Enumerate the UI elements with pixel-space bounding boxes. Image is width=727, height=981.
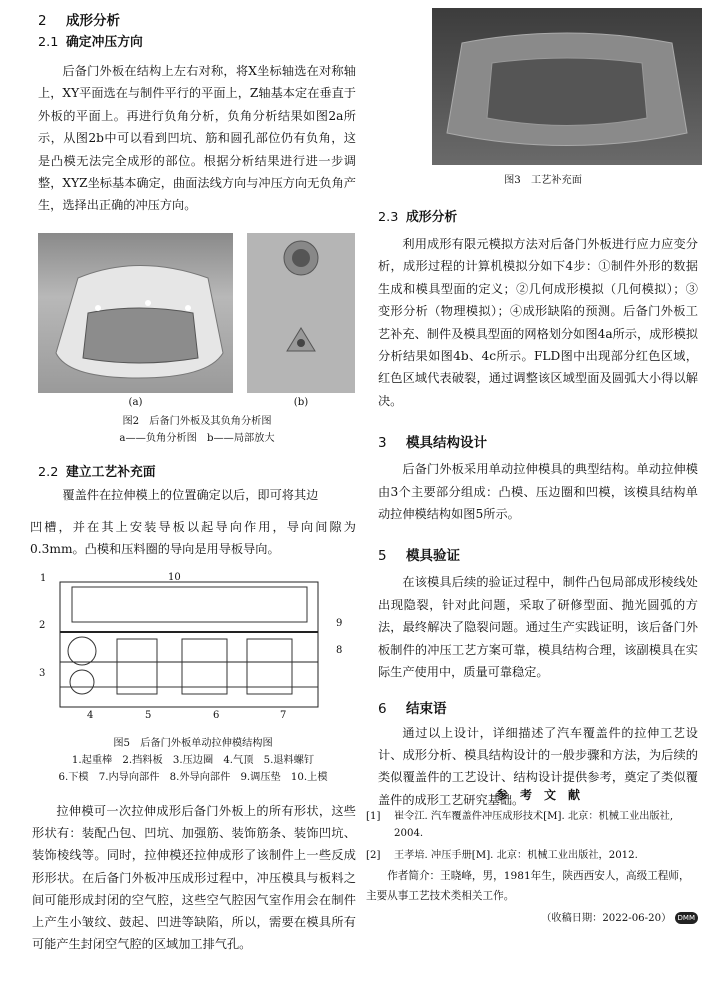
figure-2-subcaption: a——负角分析图 b——局部放大 [119,433,275,444]
subsection-heading: 2.2 建立工艺补充面 [38,465,156,480]
callout-9: 9 [336,618,343,629]
paragraph: 后备门外板采用单动拉伸模具的典型结构。单动拉伸模由3个主要部分组成：凸模、压边圈和凹模，该模具结构单动拉伸模结构如图5所示。 [378,462,698,522]
figure-5-caption: 图5 后备门外板单动拉伸模结构图 [113,738,273,749]
paragraph: 通过以上设计，详细描述了汽车覆盖件的拉伸工艺设计、成形分析、模具结构设计的一般步骤和方法，为后续的类似覆盖件的工艺设计、结构设计提供参考，奠定了类似覆盖件的成形工艺研究基础。 [378,725,698,807]
left-column-continued [30,516,356,561]
callout-7: 7 [280,710,287,721]
paragraph: 覆盖件在拉伸模上的位置确定以后，即可将其边 [62,488,319,502]
reference-1-text: 崔令江. 汽车覆盖件冲压成形技术[M]. 北京：机械工业出版社, 2004. [394,811,674,839]
callout-1: 1 [40,573,47,584]
callout-3: 3 [39,668,46,679]
callout-5: 5 [145,710,152,721]
callout-4: 4 [87,710,94,721]
callout-2: 2 [39,620,46,631]
subsection-heading: 2.1 确定冲压方向 [38,35,143,50]
figure-3-image [432,8,702,165]
left-column-bottom [32,800,356,955]
paragraph: 拉伸模可一次拉伸成形后备门外板上的所有形状，这些形状有：装配凸包、凹坑、加强筋、装饰筋条、装饰凹坑、装饰棱线等。同时，拉伸模还拉伸成形了该制件上一些反成形形状。在后备门外板冲压成形过程中，冲压模具与板料之间可能形成封闭的空气腔，这些空气腔因气室作用会在制件上产生小皱纹、鼓起、凹进等缺陷，所以，需要在模具所有可能产生封闭空气腔的区域加工排气孔。 [32,804,356,952]
section-heading: 6 结束语 [378,700,447,717]
callout-6: 6 [213,710,220,721]
received-date-line [520,910,698,927]
paragraph: 后备门外板在结构上左右对称，将X坐标轴选在对称轴上，XY平面选在与制件平行的平面上，Z轴基本定在垂直于外板的平面上。再进行负角分析，负角分析结果如图2a所示，从图2b中可以看到凹坑、筋和圆孔部位仍有负角，这是凸模无法完全成形的部位。根据分析结果进行进一步调整，XYZ坐标基本确定，曲面法线方向与冲压方向无负角产生，选择出正确的冲压方向。 [38,64,356,213]
figure-2b-label: (b) [293,397,309,408]
journal-badge: DMM [675,912,698,924]
reference-2-tag: [2] [366,850,381,861]
figure-2a-image [38,233,233,393]
section-heading: 5 模具验证 [378,548,460,565]
left-column-top [38,10,356,217]
received-date: （收稿日期：2022-06-20） [541,913,672,924]
figure-2b-image [247,233,355,393]
figure-5-legend-line1: 1.起重棒 2.挡料板 3.压边圈 4.气顶 5.退料螺钉 [71,755,315,766]
reference-1 [366,808,698,842]
section-heading: 3 模具结构设计 [378,435,487,452]
paragraph: 利用成形有限元模拟方法对后备门外板进行应力应变分析，成形过程的计算机模拟分如下4步：①制件外形的数据生成和模具型面的定义；②几何成形模拟（几何模拟）；③变形分析（物理模拟）；④成形缺陷的预测。后备门外板工艺补充、制件及模具型面的网格划分如图4a所示，成形模拟分析结果如图4b、4c所示。FLD图中出现部分红色区域，红色区域代表破裂，通过调整该区域型面及圆弧大小得以解决。 [378,237,698,408]
figure-5-legend-line2: 6.下模 7.内导向部件 8.外导向部件 9.调压垫 10.上模 [58,772,328,783]
figure-3-caption: 图3 工艺补充面 [504,175,582,186]
references-title: 参 考 文 献 [495,788,580,802]
figure-2a-label: (a) [128,397,143,408]
subsection-heading: 2.3 成形分析 [378,210,458,225]
callout-10: 10 [168,572,181,583]
reference-2-text: 王孝培. 冲压手册[M]. 北京：机械工业出版社，2012. [394,850,638,861]
reference-2 [366,847,698,864]
left-column-mid [38,462,356,506]
figure-5-drawing [32,567,354,726]
figure-2-caption: 图2 后备门外板及其负角分析图 [122,416,272,427]
section-heading: 2 成形分析 [38,13,120,29]
callout-8: 8 [336,645,343,656]
paragraph: 凹槽，并在其上安装导板以起导向作用，导向间隙为0.3mm。凸模和压料圈的导向是用导板导向。 [30,520,356,557]
author-bio: 作者简介：王晓峰，男，1981年生，陕西西安人，高级工程师，主要从事工艺技术类相关工作。 [366,870,690,902]
paragraph: 在该模具后续的验证过程中，制件凸包局部成形棱线处出现隐裂，针对此问题，采取了研修型面、抛光圆弧的方法，最终解决了隐裂问题。通过生产实践证明，该后备门外板制件的冲压工艺方案可靠，模具结构合理，该副模具在实际生产使用中，质量可靠稳定。 [378,575,698,680]
reference-1-tag: [1] [366,811,381,822]
right-column-top [378,207,698,811]
